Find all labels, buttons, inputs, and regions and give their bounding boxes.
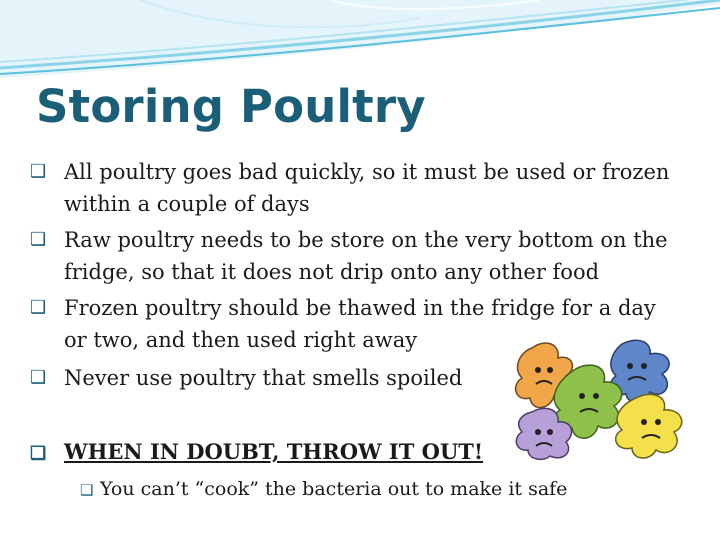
germ-illustration [512, 334, 692, 462]
sub-bullet-marker-icon: ❑ [80, 481, 94, 499]
bullet-text: Never use poultry that smells spoiled [64, 366, 463, 390]
sub-bullet-text: You can’t “cook” the bacteria out to make it safe [100, 478, 568, 500]
slide-title: Storing Poultry [36, 80, 426, 133]
bullet-text: All poultry goes bad quickly, so it must be used or frozen within a couple of days [64, 160, 670, 216]
bullet-marker-icon: ❑ [30, 367, 47, 388]
bullet-item [30, 156, 700, 220]
warning-text: WHEN IN DOUBT, THROW IT OUT! [64, 439, 484, 464]
bullet-item [30, 224, 700, 288]
bullet-marker-icon: ❑ [30, 161, 47, 182]
bullet-marker-icon: ❑ [30, 443, 47, 464]
decorative-wave-header [0, 0, 720, 90]
bullet-marker-icon: ❑ [30, 229, 47, 250]
sub-bullet-item [80, 474, 567, 505]
warning-bullet [30, 436, 483, 470]
bullet-text: Raw poultry needs to be store on the very bottom on the fridge, so that it does not drip onto any other food [64, 228, 668, 284]
bullet-text: Frozen poultry should be thawed in the fridge for a day or two, and then used right away [64, 296, 656, 352]
yellow-germ-icon [616, 394, 682, 458]
bullet-marker-icon: ❑ [30, 297, 47, 318]
